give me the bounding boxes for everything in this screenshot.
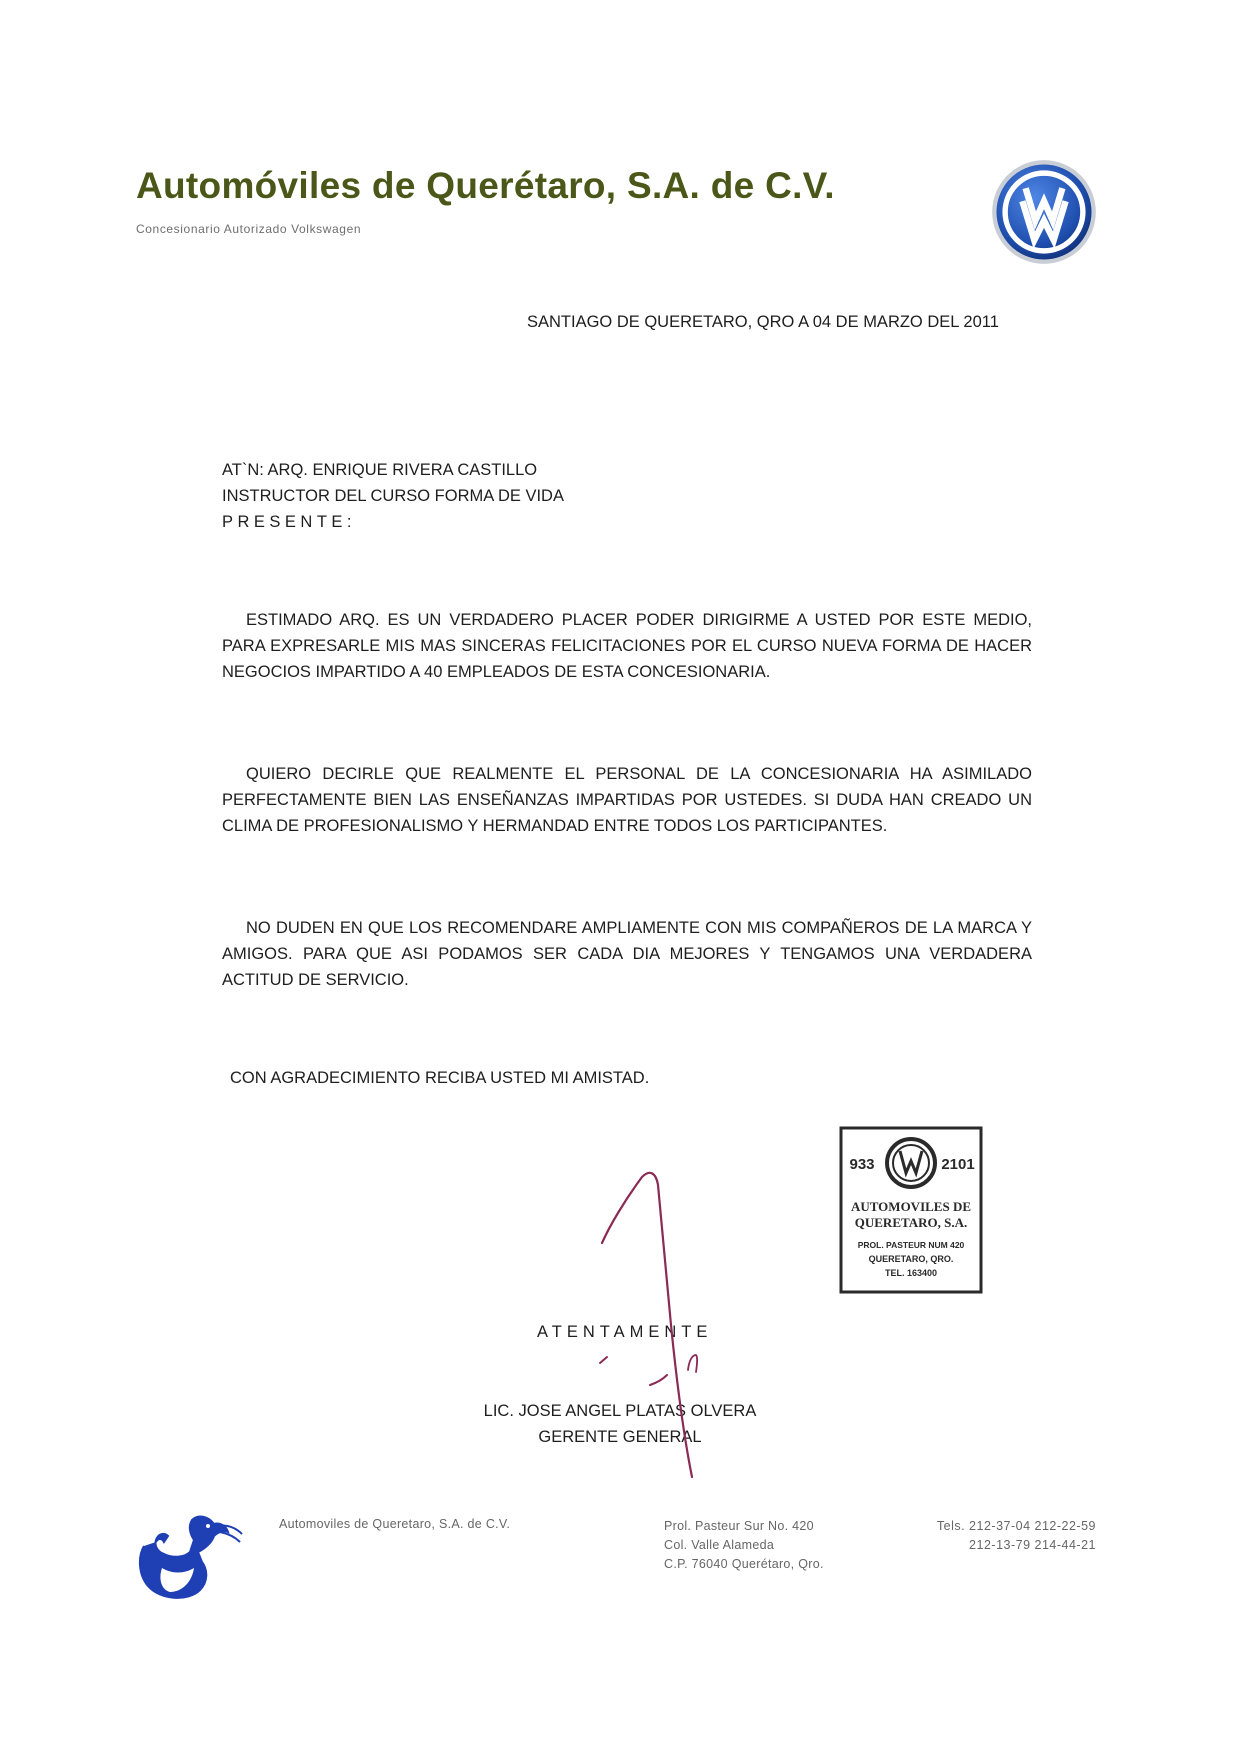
footer-address-line-3: C.P. 76040 Querétaro, Qro. — [664, 1557, 824, 1571]
footer-phones — [900, 1517, 1096, 1555]
handwritten-signature — [570, 1165, 750, 1495]
company-tagline: Concesionario Autorizado Volkswagen — [136, 222, 362, 236]
dealer-stamp — [838, 1125, 984, 1295]
footer-address-line-1: Prol. Pasteur Sur No. 420 — [664, 1519, 814, 1533]
footer-company-name: Automoviles de Queretaro, S.A. de C.V. — [279, 1517, 511, 1531]
stamp-left-number: 933 — [849, 1156, 875, 1173]
footer-phones-line-1: Tels. 212-37-04 212-22-59 — [936, 1519, 1096, 1533]
stamp-line-3: PROL. PASTEUR NUM 420 — [857, 1240, 965, 1250]
footer-address-line-2: Col. Valle Alameda — [664, 1538, 775, 1552]
stamp-line-4: QUERETARO, QRO. — [868, 1254, 954, 1264]
addressee-greeting: PRESENTE: — [222, 513, 357, 531]
body-paragraph-1-text: ESTIMADO ARQ. ES UN VERDADERO PLACER PODER DIRIGIRME A USTED POR ESTE MEDIO, PARA EXPRESARLE MIS MAS SINCERAS FELICITACIONES POR EL CURSO NUEVA FORMA DE HACER NEGOCIOS IMPARTIDO A 40 EMPLEADOS DE ESTA CONCESIONARIA. — [222, 611, 1032, 681]
addressee-line-2: INSTRUCTOR DEL CURSO FORMA DE VIDA — [222, 487, 564, 505]
body-paragraph-3-text: NO DUDEN EN QUE LOS RECOMENDARE AMPLIAMENTE CON MIS COMPAÑEROS DE LA MARCA Y AMIGOS. PARA QUE ASI PODAMOS SER CADA DIA MEJORES Y TENGAMOS UNA VERDADERA ACTITUD DE SERVICIO. — [222, 919, 1032, 989]
date-line: SANTIAGO DE QUERETARO, QRO A 04 DE MARZO DEL 2011 — [527, 313, 999, 331]
stamp-line-1: AUTOMOVILES DE — [850, 1199, 972, 1214]
stamp-right-number: 2101 — [941, 1156, 975, 1173]
signer-name: LIC. JOSE ANGEL PLATAS OLVERA — [483, 1402, 757, 1420]
body-paragraph-2 — [222, 761, 1032, 839]
body-paragraph-3 — [222, 915, 1032, 993]
stamp-line-2: QUERETARO, S.A. — [854, 1215, 968, 1230]
addressee-line-1: AT`N: ARQ. ENRIQUE RIVERA CASTILLO — [222, 461, 538, 479]
closing-line: CON AGRADECIMIENTO RECIBA USTED MI AMISTAD. — [230, 1069, 650, 1087]
signer-title: GERENTE GENERAL — [538, 1428, 702, 1446]
seahorse-emblem-icon — [132, 1512, 247, 1604]
footer-phones-line-2: 212-13-79 214-44-21 — [969, 1538, 1096, 1552]
company-name: Automóviles de Querétaro, S.A. de C.V. — [136, 165, 835, 206]
body-paragraph-1 — [222, 607, 1032, 685]
salutation: ATENTAMENTE — [537, 1323, 713, 1341]
footer-address — [664, 1517, 824, 1574]
volkswagen-logo-icon — [990, 158, 1098, 266]
addressee-block — [222, 457, 564, 535]
body-paragraph-2-text: QUIERO DECIRLE QUE REALMENTE EL PERSONAL DE LA CONCESIONARIA HA ASIMILADO PERFECTAMENTE BIEN LAS ENSEÑANZAS IMPARTIDAS POR USTEDES. SI DUDA HAN CREADO UN CLIMA DE PROFESIONALISMO Y HERMANDAD ENTRE TODOS LOS PARTICIPANTES. — [222, 765, 1032, 835]
stamp-line-5: TEL. 163400 — [884, 1268, 938, 1278]
